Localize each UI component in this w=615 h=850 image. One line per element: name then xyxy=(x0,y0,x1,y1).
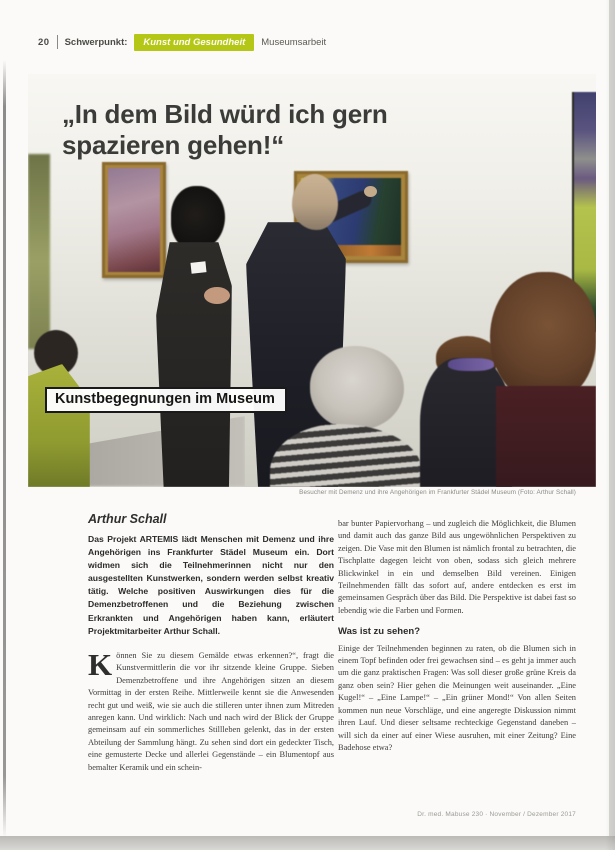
article-subheading: Was ist zu sehen? xyxy=(338,626,420,638)
article-body-right-top: bar bunter Papiervorhang – und zugleich die Möglichkeit, die Blumen und damit auch das ganze Bild aus ungewöhnlichen Perspektiven zu zeigen. Die Vase mit den Blumen ist nämlich frontal zu betrachten, die Tischplatte dagegen leicht von oben, sodass sich gleich mehrere Blickwinkel in ein und demselben Bild vereinen. Einigen Teilnehmenden fällt das sofort auf, andere entdecken es erst im gemeinsamen Gespräch über das Bild. Die Perspektive ist dabei fast so lebendig wie die Farben und Formen. xyxy=(338,519,576,615)
scan-bottom-shadow xyxy=(0,836,615,850)
dropcap: K xyxy=(88,647,113,682)
photo-overlay-label: Kunstbegegnungen im Museum xyxy=(45,387,287,413)
section-label: Schwerpunkt: xyxy=(64,36,128,48)
photo-painting-left xyxy=(102,162,166,278)
section-highlight-badge: Kunst und Gesundheit xyxy=(134,34,254,51)
photo-guide-hands xyxy=(204,287,230,304)
photo-painting-left-canvas xyxy=(108,168,160,272)
photo-audience-right-hair xyxy=(490,272,596,404)
page-footer-imprint: Dr. med. Mabuse 230 · November / Dezember 2017 xyxy=(417,811,576,818)
photo-left-edge-artwork xyxy=(28,154,50,349)
article-intro: Das Projekt ARTEMIS lädt Menschen mit Demenz und ihre Angehörigen ins Frankfurter Städel Museum ein. Dort widmen sich die Teilnehmerinnen nicht nur den ausgestellten Kunstwerken, sondern werden selbst kreativ tätig. Welche positiven Auswirkungen dies für die Demenzbetroffenen und die Beziehung zwischen Erkrankten und Angehörigen haben kann, erläutert Projektmitarbeiter Arthur Schall. xyxy=(88,534,334,636)
article-headline: „In dem Bild würd ich gern spazieren gehen!“ xyxy=(62,99,388,161)
photo-audience-right-body xyxy=(496,386,596,487)
article-body-right-bottom: Einige der Teilnehmenden beginnen zu raten, ob die Blumen sich in einem Topf befinden oder frei gewachsen sind – es geht ja immer auch um die ganz praktischen Fragen: Was soll dieser große grüne Kreis da ganz oben sein? Hier gehen die Meinungen weit auseinander. „Eine Kugel!“ – „Eine Lampe!“ – „Ein grüner Mond!“ Von allen Seiten kommen nun neue Vorschläge, und eine angeregte Diskussion nimmt ihren Lauf. Und dieser seltsame rechteckige Gegenstand daneben – will sich da einer auf einer Wiese ausruhen, mit einer Zeitung? Eine Badehose etwa? xyxy=(338,643,576,752)
page-number: 20 xyxy=(38,36,50,48)
photo-visitor-man-hand xyxy=(364,186,377,197)
article-body-left: önnen Sie zu diesem Gemälde etwas erkennen?“, fragt die Kunstvermittlerin die vor ihr sitzende kleine Gruppe. Sieben Demenzbetroffene und ihre Angehörigen sitzen an diesem Vormittag in der ersten Reihe. Mittlerweile kennt sie die Anwesenden recht gut und weiß, wie sie auch die stilleren unter ihnen zum Mitreden anregen kann. Und wirklich: Nach und nach wird der Blick der Gruppe gemeinsam auf ein sommerliches Stillleben gelenkt, das in der ersten Abteilung der Sammlung hängt. Zu sehen sind dort ein gedeckter Tisch, eine gemusterte Decke und allerlei Gegenstände – ein Blumentopf aus bemalter Keramik und ein schein- xyxy=(88,651,334,772)
author-heading: Arthur Schall xyxy=(88,512,167,526)
page-header xyxy=(38,34,326,51)
photo-audience-purple-scarf xyxy=(448,358,494,371)
article-column-left xyxy=(88,647,334,774)
photo-audience-left-green-top xyxy=(28,364,90,487)
section-topic: Museumsarbeit xyxy=(261,36,327,48)
photo-guide-hair xyxy=(171,186,225,250)
scan-edge-line xyxy=(3,60,6,838)
photo-guide-name-badge xyxy=(190,261,206,274)
photo-audience-grayhair-head xyxy=(310,346,404,430)
photo-caption: Besucher mit Demenz und ihre Angehörigen im Frankfurter Städel Museum (Foto: Arthur Schall) xyxy=(299,489,576,496)
photo-guide-body xyxy=(156,242,232,487)
header-divider xyxy=(57,35,58,49)
scan-right-shadow xyxy=(605,0,615,850)
photo-visitor-man-head xyxy=(292,174,338,230)
article-column-right xyxy=(338,518,576,754)
